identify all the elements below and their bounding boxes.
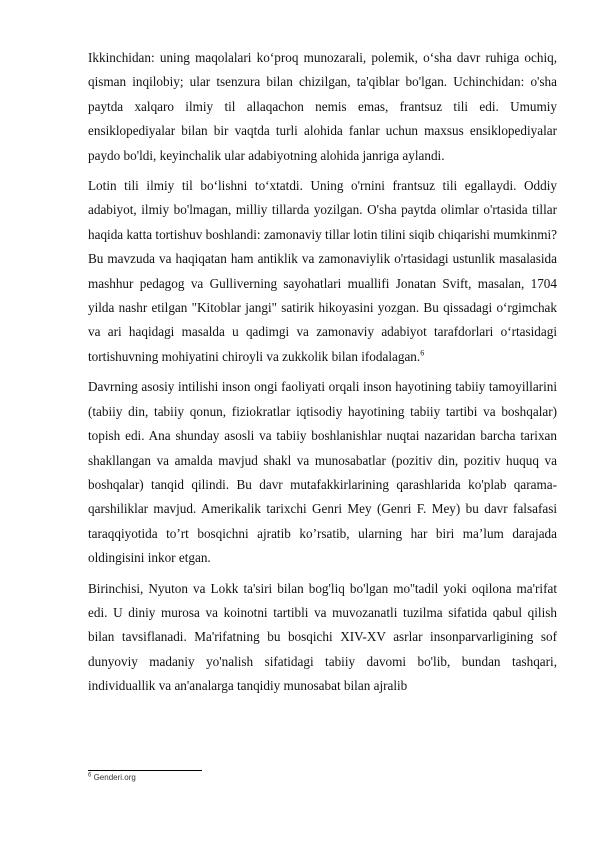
paragraph-3: Davrning asosiy intilishi inson ongi faoliyati orqali inson hayotining tabiiy tamoyillarini (tabiiy din, tabiiy qonun, fiziokratlar iqtisodiy hayotining tabiiy tartibi va boshqalar) topish edi. Ana shunday asosli va tabiiy boshlanishlar nuqtai nazaridan barcha tarixan shakllangan va amalda mavjud shakl va munosabatlar (pozitiv din, pozitiv huquq va boshqalar) tanqid qilindi. Bu davr mutafakkirlarining qarashlarida ko'plab qarama-qarshiliklar mavjud. Amerikalik tarixchi Genri Mey (Genri F. Mey) bu davr falsafasi taraqqiyotida to’rt bosqichni ajratib ko’rsatib, ularning har biri ma’lum darajada oldingisini inkor etgan. — [88, 379, 557, 566]
footnote-reference[interactable]: 6 — [420, 348, 425, 358]
document-body — [88, 46, 557, 705]
footnote-number: 6 — [88, 772, 92, 779]
paragraph-4: Birinchisi, Nyuton va Lokk ta'siri bilan bog'liq bo'lgan mo''tadil yoki oqilona ma'rifat edi. U diniy murosa va koinotni tartibli va muvozanatli tuzilma sifatida qabul qilish bilan tavsiflanadi. Ma'rifatning bu bosqichi XIV-XV asrlar insonparvarligining sof dunyoviy madaniy yo'nalish sifatidagi tabiiy davomi bo'lib, bundan tashqari, individuallik va an'analarga tanqidiy munosabat bilan ajralib — [88, 580, 557, 694]
paragraph-1: Ikkinchidan: uning maqolalari ko‘proq munozarali, polemik, o‘sha davr ruhiga ochiq, qisman inqilobiy; ular tsenzura bilan chizilgan, ta'qiblar bo'lgan. Uchinchidan: o'sha paytda xalqaro ilmiy til allaqachon nemis emas, frantsuz tili edi. Umumiy ensiklopediyalar bilan bir vaqtda turli alohida fanlar uchun maxsus ensiklopediyalar paydo bo'ldi, keyinchalik ular adabiyotning alohida janriga aylandi. — [88, 50, 557, 163]
footnote-text: Genderi.org — [93, 773, 136, 782]
paragraph-2-text: Lotin tili ilmiy til bo‘lishni to‘xtatdi. Uning o'rnini frantsuz tili egallaydi. Oddiy adabiyot, ilmiy bo'lmagan, milliy tillarda yozilgan. O'sha paytda olimlar o'rtasida tillar haqida katta tortishuv boshlandi: zamonaviy tillar lotin tilini siqib chiqarishi mumkinmi? Bu mavzuda va haqiqatan ham antiklik va zamonaviylik o'rtasidagi ustunlik masalasida mashhur pedagog va Gulliverning sayohatlari muallifi Jonatan Svift, masalan, 1704 yilda nashr etilgan "Kitoblar jangi" satirik hikoyasini yozgan. Bu qissadagi o‘rgimchak va ari haqidagi masalda u qadimgi va zamonaviy adabiyot tarafdorlari o‘rtasidagi tortishuvning mohiyatini chiroyli va zukkolik bilan ifodalagan. — [88, 178, 557, 364]
footnote-divider — [88, 770, 202, 771]
paragraph-2 — [88, 174, 557, 369]
footnote — [88, 773, 136, 782]
